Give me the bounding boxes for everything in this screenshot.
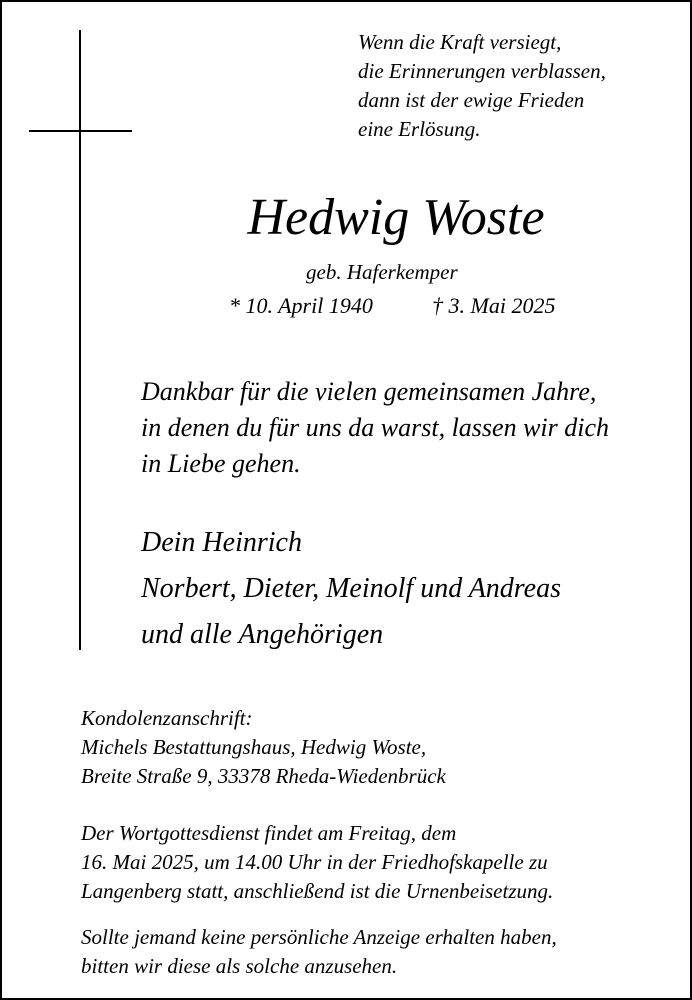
notice-line: bitten wir diese als solche anzusehen. [81,954,398,978]
poem-line: dann ist der ewige Frieden [358,88,585,112]
condolence-address [81,704,446,791]
notice-line: Sollte jemand keine persönliche Anzeige erhalten haben, [81,925,557,949]
mourner-line: und alle Angehörigen [141,619,384,650]
birth-date: * 10. April 1940 [229,293,373,318]
poem-line: eine Erlösung. [358,117,481,141]
gratitude-line: in Liebe gehen. [141,449,301,478]
cross-icon-vertical [79,30,81,650]
birth-name: geb. Haferkemper [306,260,458,284]
notice-text [81,923,557,981]
deceased-name: Hedwig Woste [247,189,545,246]
death-date: † 3. Mai 2025 [432,293,556,318]
poem [358,28,606,144]
mourners [141,520,561,658]
cross-icon-horizontal [29,130,132,132]
poem-line: Wenn die Kraft versiegt, [358,30,562,54]
service-line: Langenberg statt, anschließend ist die Urnenbeisetzung. [81,879,554,903]
gratitude-line: in denen du für uns da warst, lassen wir dich [141,413,610,442]
condolence-line: Kondolenzanschrift: [81,706,253,730]
gratitude-text [141,374,609,482]
service-line: 16. Mai 2025, um 14.00 Uhr in der Friedhofskapelle zu [81,850,548,874]
poem-line: die Erinnerungen verblassen, [358,59,606,83]
gratitude-line: Dankbar für die vielen gemeinsamen Jahre, [141,377,597,406]
service-line: Der Wortgottesdienst findet am Freitag, dem [81,821,457,845]
mourner-line: Norbert, Dieter, Meinolf und Andreas [141,573,561,604]
condolence-line: Breite Straße 9, 33378 Rheda-Wiedenbrück [81,764,446,788]
condolence-line: Michels Bestattungshaus, Hedwig Woste, [81,735,427,759]
service-info [81,819,553,906]
mourner-line: Dein Heinrich [141,527,302,558]
